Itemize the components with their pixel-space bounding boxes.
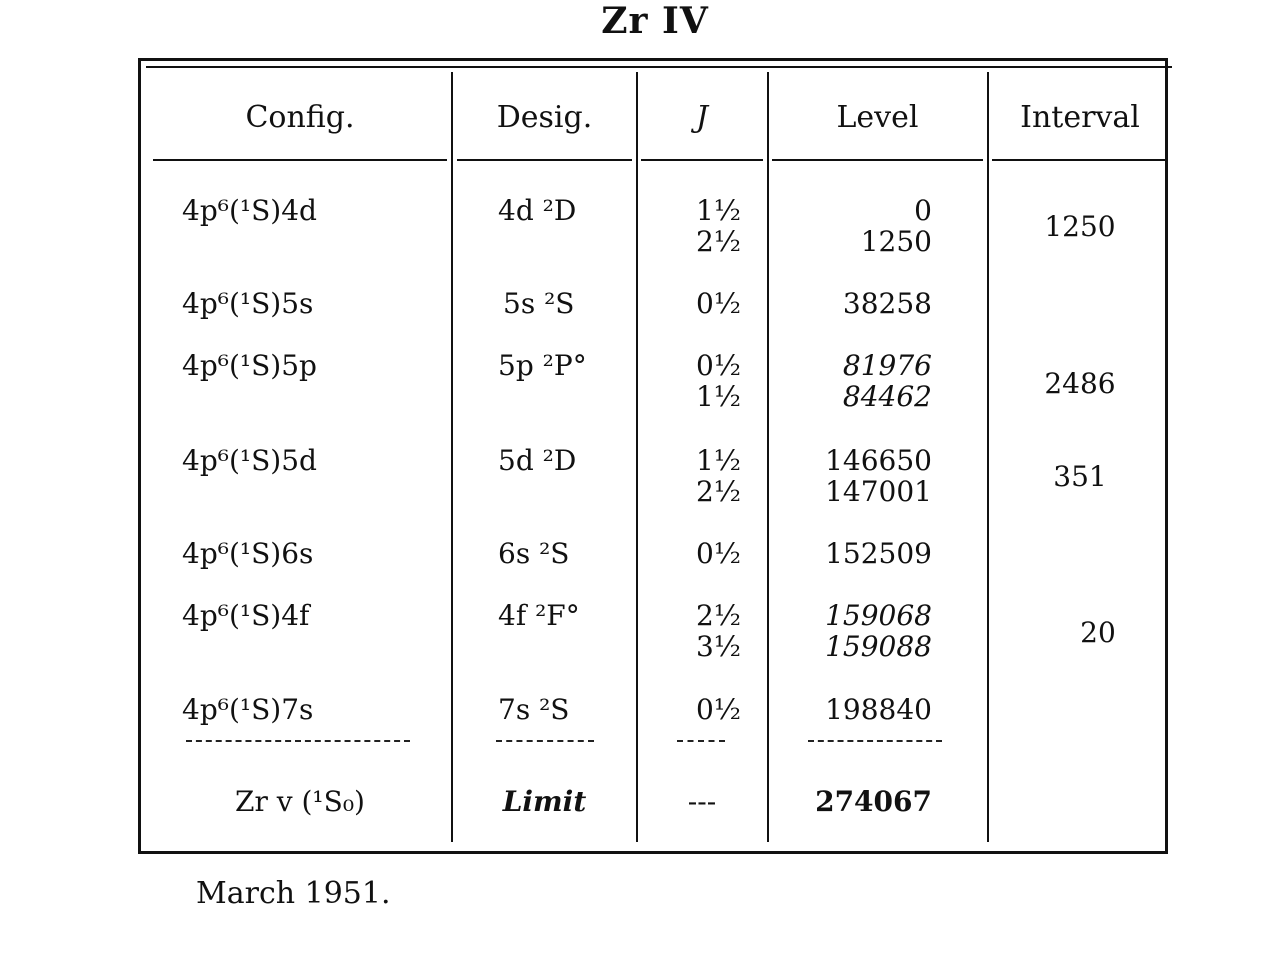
desig-cell: 5s ²S [503, 287, 575, 320]
config-cell: 4p⁶(¹S)6s [182, 537, 314, 570]
level-value: 81976 [842, 349, 932, 382]
desig-cell: 4d ²D [498, 194, 577, 227]
level-value: 1250 [860, 225, 932, 258]
j-value: 2½ [696, 475, 741, 508]
header-interval: Interval [1020, 100, 1140, 135]
header-rule [153, 159, 447, 161]
date-footer: March 1951. [196, 876, 391, 911]
column-divider [636, 72, 638, 842]
j-cell: 0½ [696, 693, 741, 726]
level-cell [772, 600, 932, 662]
column-divider [451, 72, 453, 842]
limit-level-cell: 274067 [815, 785, 932, 818]
config-cell: 4p⁶(¹S)4f [182, 599, 310, 632]
interval-cell: 20 [1080, 616, 1116, 649]
j-value: 2½ [696, 599, 741, 632]
limit-config-cell: Zr v (¹S₀) [235, 785, 365, 818]
j-value: 1½ [696, 380, 741, 413]
limit-separator [677, 740, 725, 742]
interval-cell: 1250 [1044, 210, 1116, 243]
level-value: 159068 [825, 599, 932, 632]
limit-separator [496, 740, 594, 742]
config-cell: 4p⁶(¹S)4d [182, 194, 317, 227]
header-j: J [695, 100, 709, 135]
j-cell: 0½ [696, 537, 741, 570]
config-cell: 4p⁶(¹S)7s [182, 693, 314, 726]
table-inner-top-rule [146, 66, 1172, 68]
interval-cell: 2486 [1044, 367, 1116, 400]
j-value: 0½ [696, 349, 741, 382]
desig-cell: 7s ²S [498, 693, 570, 726]
desig-cell: 5p ²P° [498, 349, 587, 382]
header-level: Level [836, 100, 919, 135]
level-cell: 38258 [842, 287, 932, 320]
level-cell [772, 445, 932, 507]
level-cell: 198840 [825, 693, 932, 726]
config-cell: 4p⁶(¹S)5d [182, 444, 317, 477]
config-cell: 4p⁶(¹S)5p [182, 349, 317, 382]
level-value: 159088 [825, 630, 932, 663]
level-value: 146650 [825, 444, 932, 477]
j-cell: 0½ [696, 287, 741, 320]
header-desig: Desig. [496, 100, 593, 135]
desig-cell: 6s ²S [498, 537, 570, 570]
level-value: 147001 [825, 475, 932, 508]
j-value: 3½ [696, 630, 741, 663]
level-value: 0 [914, 194, 932, 227]
level-cell: 152509 [825, 537, 932, 570]
j-value: 2½ [696, 225, 741, 258]
header-rule [772, 159, 983, 161]
j-value: 1½ [696, 194, 741, 227]
header-config: Config. [245, 100, 355, 135]
column-divider [987, 72, 989, 842]
desig-cell: 4f ²F° [498, 599, 580, 632]
header-rule [641, 159, 763, 161]
header-rule [457, 159, 632, 161]
j-value: 1½ [696, 444, 741, 477]
config-cell: 4p⁶(¹S)5s [182, 287, 314, 320]
desig-cell: 5d ²D [498, 444, 577, 477]
header-rule [992, 159, 1168, 161]
limit-separator [808, 740, 942, 742]
level-cell [772, 195, 932, 257]
limit-label: Limit [502, 785, 587, 818]
level-value: 84462 [842, 380, 932, 413]
table-title: Zr IV [601, 0, 709, 42]
interval-cell: 351 [1053, 460, 1107, 493]
limit-j-cell: --- [687, 785, 717, 818]
limit-separator [186, 740, 410, 742]
level-cell [772, 350, 932, 412]
